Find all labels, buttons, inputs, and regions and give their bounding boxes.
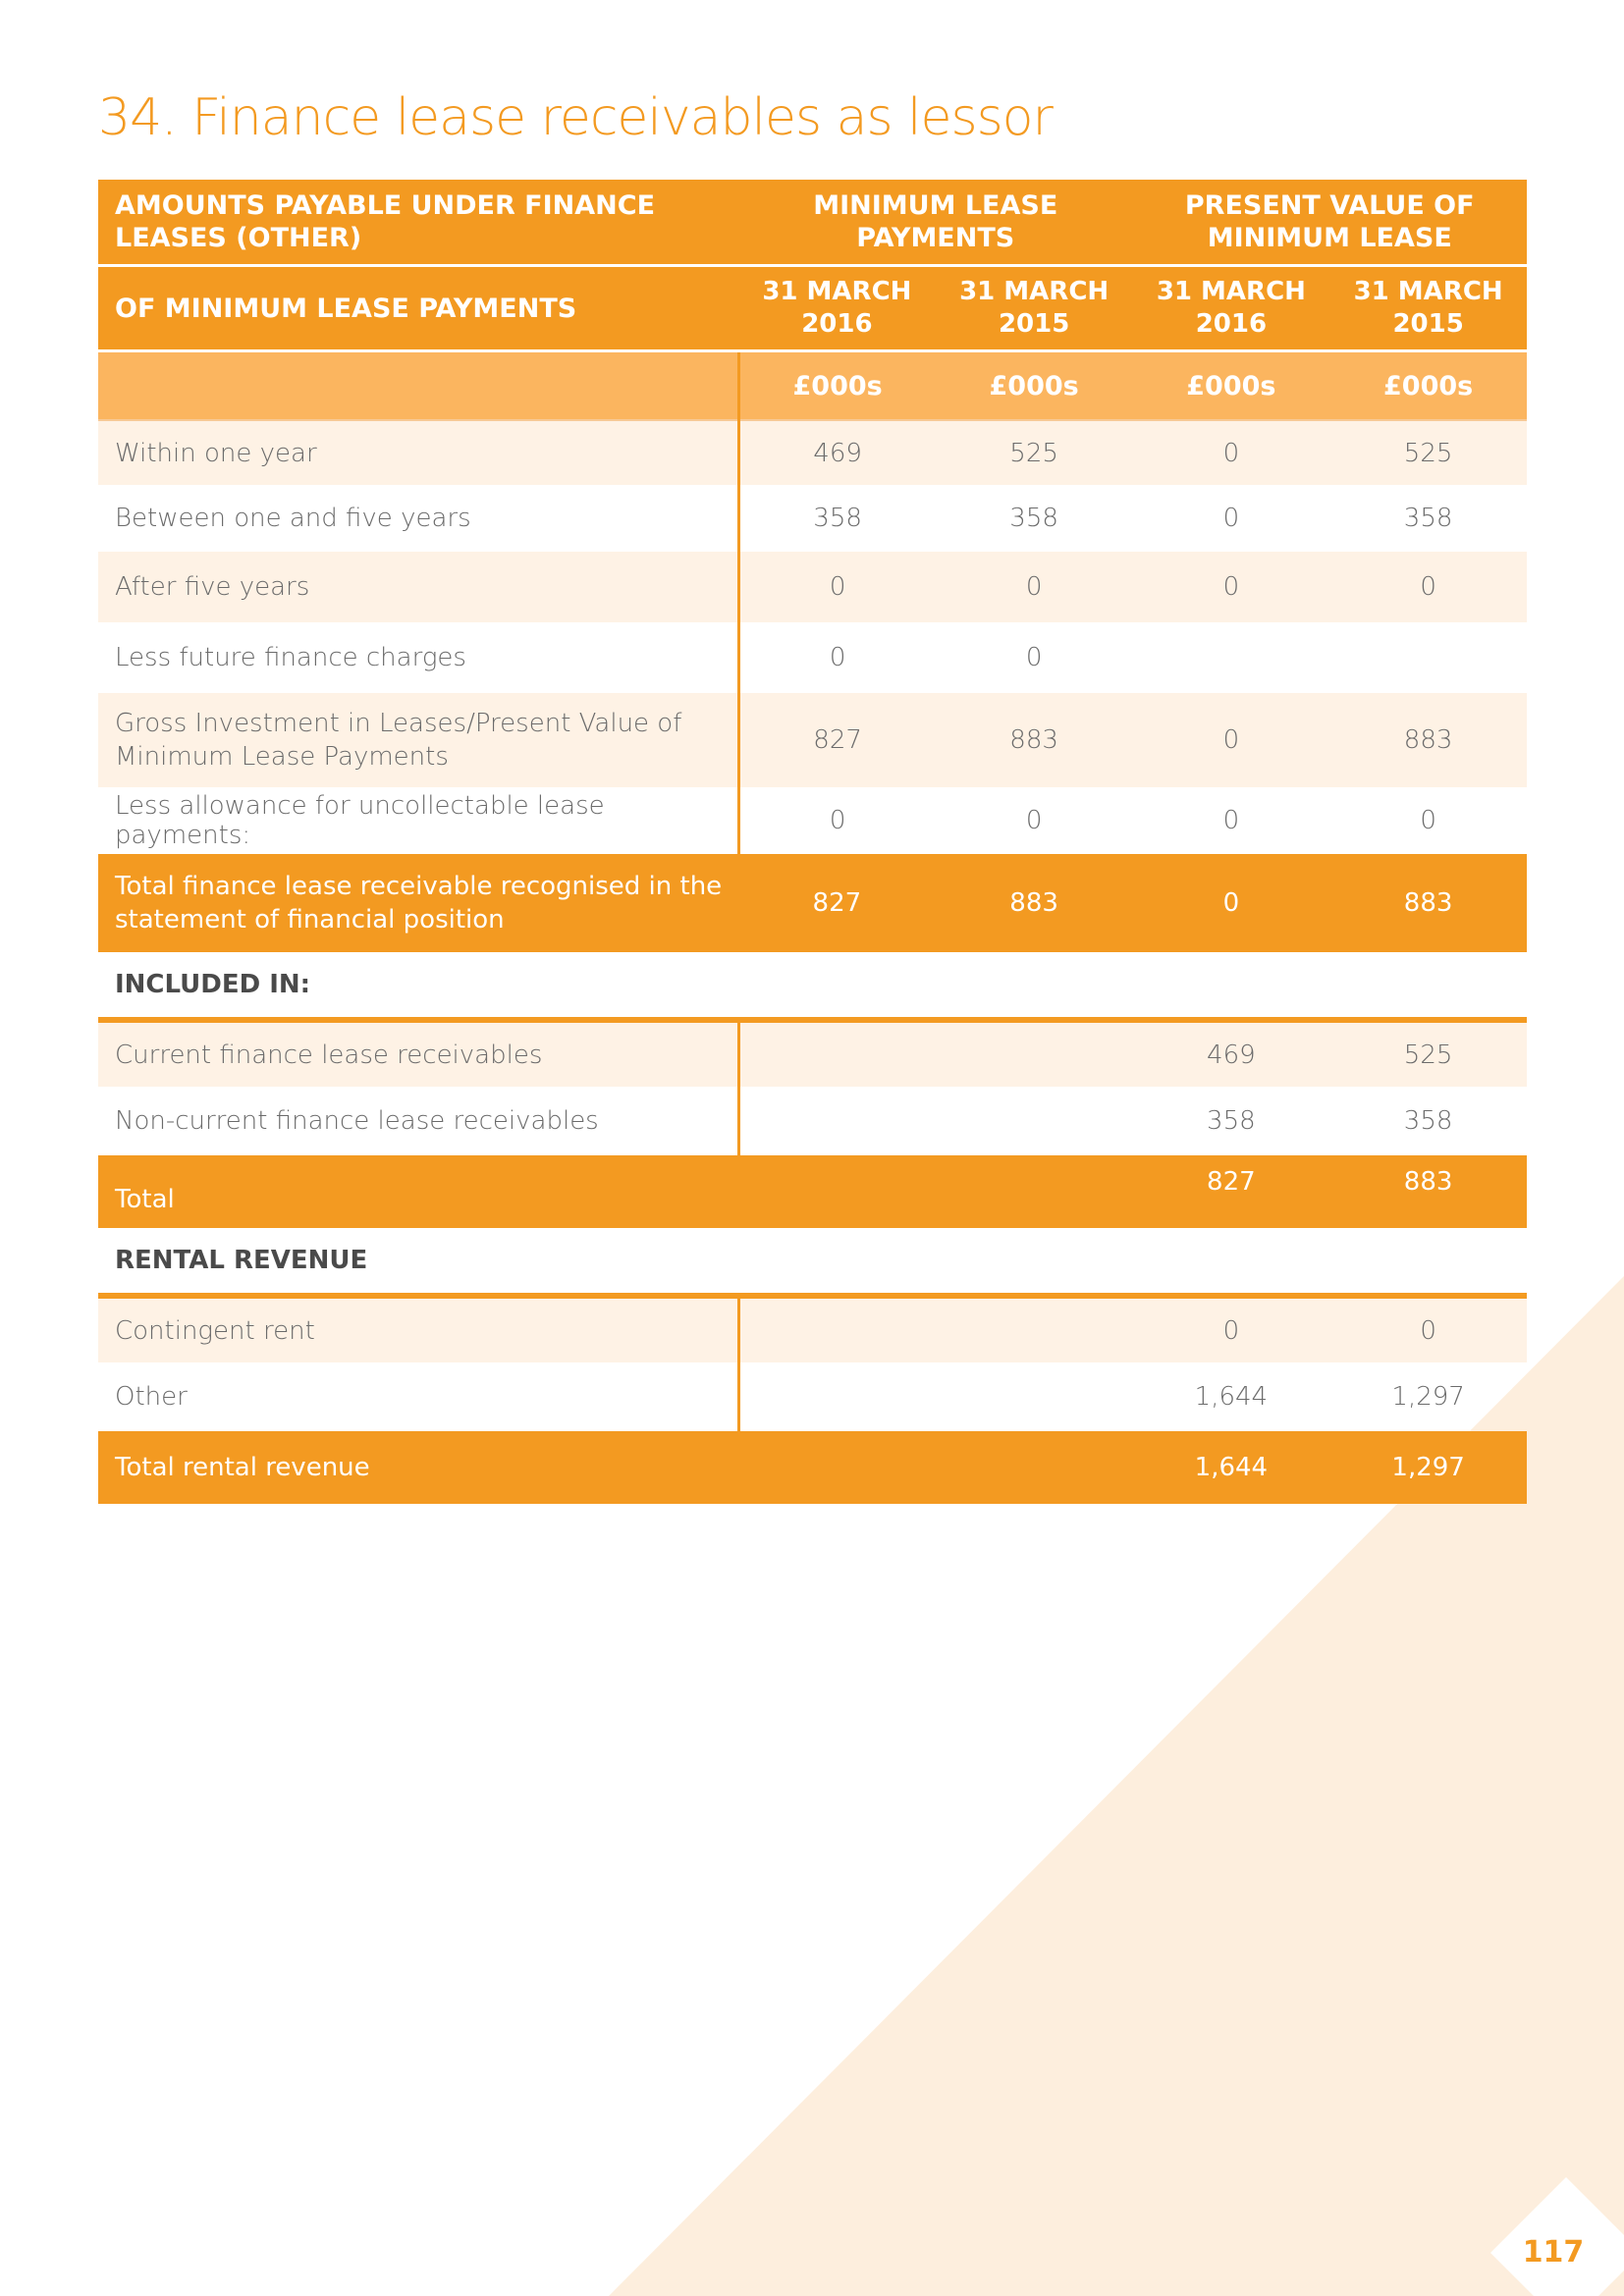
header-group-present-value: PRESENT VALUE OF MINIMUM LEASE — [1133, 180, 1528, 266]
row-value-empty — [738, 1296, 936, 1362]
page-number: 117 — [1522, 2235, 1585, 2269]
row-value: 1,297 — [1391, 1382, 1465, 1412]
heading-spacer — [936, 1228, 1133, 1296]
row-label: Gross Investment in Leases/Present Value of Minimum Lease Payments — [98, 693, 738, 787]
row-value-empty — [738, 1431, 936, 1504]
heading-spacer — [738, 952, 936, 1020]
header-row-dates — [98, 266, 1527, 351]
row-label: Other — [115, 1382, 188, 1412]
row-value: 883 — [1329, 693, 1527, 787]
row-value — [1329, 622, 1527, 693]
row-value: 358 — [1329, 1087, 1527, 1155]
row-value: 469 — [738, 420, 936, 485]
total-receivable-row — [98, 854, 1527, 952]
total-receivable-label: Total finance lease receivable recognised in the statement of financial position — [98, 854, 738, 952]
unit-col4: £000s — [1329, 351, 1527, 421]
included-total-label: Total — [98, 1155, 738, 1228]
included-in-heading-row — [98, 952, 1527, 1020]
header-date-col4: 31 MARCH 2015 — [1329, 266, 1527, 351]
header-group-min-lease-payments: MINIMUM LEASE PAYMENTS — [738, 180, 1133, 266]
rental-revenue-heading-row — [98, 1228, 1527, 1296]
table-row — [98, 420, 1527, 485]
row-value: 0 — [738, 552, 936, 622]
table-row — [98, 1296, 1527, 1362]
row-label: After five years — [98, 552, 738, 622]
unit-label-empty — [98, 351, 738, 421]
total-receivable-value: 883 — [936, 854, 1133, 952]
row-value: 525 — [1329, 1020, 1527, 1087]
heading-spacer — [1329, 1228, 1527, 1296]
row-value: 0 — [738, 622, 936, 693]
row-value-empty — [936, 1087, 1133, 1155]
header-row-groups — [98, 180, 1527, 266]
heading-spacer — [1133, 952, 1330, 1020]
unit-col3: £000s — [1133, 351, 1330, 421]
row-value: 358 — [738, 485, 936, 552]
unit-col2: £000s — [936, 351, 1133, 421]
rental-total-row — [98, 1431, 1527, 1504]
row-value-empty — [936, 1362, 1133, 1431]
row-value: 0 — [1133, 552, 1330, 622]
row-value-empty — [738, 1362, 936, 1431]
row-value-empty — [738, 1087, 936, 1155]
row-value: 358 — [1133, 1087, 1330, 1155]
included-in-heading: INCLUDED IN: — [98, 952, 738, 1020]
row-value: 0 — [1133, 693, 1330, 787]
header-label-amounts: AMOUNTS PAYABLE UNDER FINANCE LEASES (OTHER) — [98, 180, 738, 266]
table-row — [98, 693, 1527, 787]
header-date-col1: 31 MARCH 2016 — [738, 266, 936, 351]
heading-spacer — [1329, 952, 1527, 1020]
row-value-empty — [936, 1155, 1133, 1228]
included-total-row — [98, 1155, 1527, 1228]
row-value-empty — [936, 1296, 1133, 1362]
rental-total-value: 1,297 — [1329, 1431, 1527, 1504]
row-value: 525 — [1329, 420, 1527, 485]
row-value: 0 — [1329, 552, 1527, 622]
row-label: Less allowance for uncollectable lease payments: — [98, 787, 738, 854]
table-row — [98, 552, 1527, 622]
row-value: 358 — [1329, 485, 1527, 552]
row-value-empty — [738, 1155, 936, 1228]
row-value-empty — [738, 1020, 936, 1087]
row-value: 0 — [738, 787, 936, 854]
header-date-col2: 31 MARCH 2015 — [936, 266, 1133, 351]
rental-total-label: Total rental revenue — [98, 1431, 738, 1504]
row-value: 0 — [936, 552, 1133, 622]
total-receivable-value: 883 — [1329, 854, 1527, 952]
row-label: Current finance lease receivables — [98, 1020, 738, 1087]
header-label-min-lease: OF MINIMUM LEASE PAYMENTS — [98, 266, 738, 351]
table-row — [98, 1020, 1527, 1087]
row-value: 0 — [1133, 485, 1330, 552]
table-row — [98, 1087, 1527, 1155]
included-total-value: 883 — [1329, 1155, 1527, 1228]
row-label: Contingent rent — [98, 1296, 738, 1362]
rental-total-value: 1,644 — [1133, 1431, 1330, 1504]
heading-spacer — [936, 952, 1133, 1020]
table-row — [98, 485, 1527, 552]
row-value: 883 — [936, 693, 1133, 787]
row-value-empty — [936, 1431, 1133, 1504]
row-value — [1133, 622, 1330, 693]
row-value: 827 — [738, 693, 936, 787]
table-row — [98, 1362, 1527, 1431]
row-label: Between one and five years — [98, 485, 738, 552]
row-value: 1,644 — [1194, 1382, 1269, 1412]
row-value: 358 — [936, 485, 1133, 552]
unit-col1: £000s — [738, 351, 936, 421]
row-value: 469 — [1133, 1020, 1330, 1087]
table-row — [98, 622, 1527, 693]
row-value: 0 — [1329, 787, 1527, 854]
row-value: 0 — [936, 787, 1133, 854]
finance-lease-table — [98, 180, 1527, 1504]
included-total-value: 827 — [1133, 1155, 1330, 1228]
row-label: Less future finance charges — [98, 622, 738, 693]
row-value: 525 — [936, 420, 1133, 485]
rental-revenue-heading: RENTAL REVENUE — [98, 1228, 738, 1296]
header-date-col3: 31 MARCH 2016 — [1133, 266, 1330, 351]
row-value: 0 — [1133, 420, 1330, 485]
row-label: Within one year — [98, 420, 738, 485]
heading-spacer — [1133, 1228, 1330, 1296]
heading-spacer — [738, 1228, 936, 1296]
page-title: 34. Finance lease receivables as lessor — [98, 88, 1053, 147]
row-value: 0 — [936, 622, 1133, 693]
header-row-units — [98, 351, 1527, 421]
total-receivable-value: 827 — [738, 854, 936, 952]
row-value: 0 — [1329, 1296, 1527, 1362]
row-label: Non-current finance lease receivables — [98, 1087, 738, 1155]
row-value: 0 — [1133, 1296, 1330, 1362]
table-row — [98, 787, 1527, 854]
total-receivable-value: 0 — [1133, 854, 1330, 952]
row-value: 0 — [1133, 787, 1330, 854]
row-value-empty — [936, 1020, 1133, 1087]
